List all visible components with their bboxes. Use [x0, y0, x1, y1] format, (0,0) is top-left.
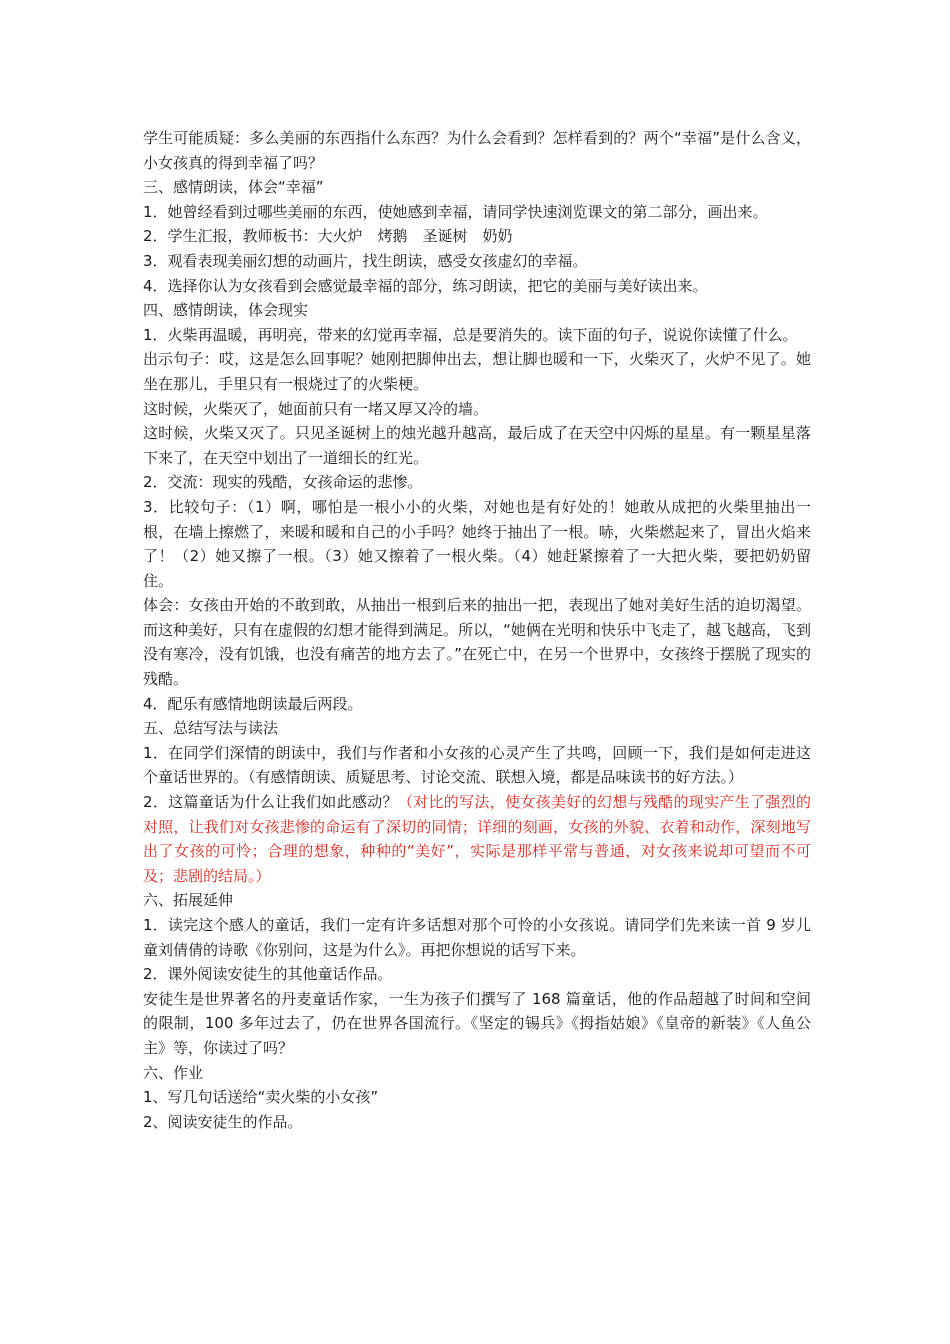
- heading-section-6: 六、拓展延伸: [143, 891, 234, 910]
- heading-homework: 六、作业: [143, 1063, 204, 1082]
- paragraph-5-2-answer: （对比的写法，使女孩美好的幻想与残酷的现实产生了强烈的对照，让我们对女孩悲惨的命运有了深切的同情；详细的刻画，女孩的外貌、衣着和动作，深刻地写出了女孩的可怜；合理的想象，种种的“美好”，实际是那样平常与普通，对女孩来说却可望而不可及；悲剧的结局。）: [143, 793, 811, 885]
- document-page: [143, 126, 811, 1134]
- paragraph-6-2: 2．课外阅读安徒生的其他童话作品。: [143, 965, 393, 984]
- paragraph-4-4: 4．配乐有感情地朗读最后两段。: [143, 694, 363, 713]
- paragraph-4-2: 2．交流：现实的残酷，女孩命运的悲惨。: [143, 473, 423, 492]
- paragraph-sentence-2: 这时候，火柴灭了，她面前只有一堵又厚又冷的墙。: [143, 399, 489, 418]
- paragraph-3-4: 4．选择你认为女孩看到会感觉最幸福的部分，练习朗读，把它的美丽与美好读出来。: [143, 276, 708, 295]
- paragraph-3-3: 3．观看表现美丽幻想的动画片，找生朗读，感受女孩虚幻的幸福。: [143, 251, 588, 270]
- paragraph-5-2: [143, 790, 811, 888]
- paragraph-4-3: 3．比较句子：（1）啊，哪怕是一根小小的火柴，对她也是有好处的！她敢从成把的火柴里抽出一根，在墙上擦燃了，来暖和暖和自己的小手吗？她终于抽出了一根。哧，火柴燃起来了，冒出火焰来了！（2）她又擦了一根。（3）她又擦着了一根火柴。（4）她赶紧擦着了一大把火柴，要把奶奶留住。: [143, 497, 811, 590]
- paragraph-sentence-3: 这时候，火柴又灭了。只见圣诞树上的烛光越升越高，最后成了在天空中闪烁的星星。有一颗星星落下来了，在天空中划出了一道细长的红光。: [143, 424, 811, 467]
- paragraph-3-1: 1．她曾经看到过哪些美丽的东西，使她感到幸福，请同学快速浏览课文的第二部分，画出来。: [143, 202, 768, 221]
- paragraph-andersen: 安徒生是世界著名的丹麦童话作家，一生为孩子们撰写了 168 篇童话，他的作品超越了时间和空间的限制，100 多年过去了，仍在世界各国流行。《坚定的锡兵》《拇指姑娘》《皇帝的新装》《人鱼公主》等，你读过了吗？: [143, 989, 811, 1057]
- paragraph-homework-2: 2、阅读安徒生的作品。: [143, 1112, 303, 1131]
- heading-section-5: 五、总结写法与读法: [143, 719, 279, 738]
- paragraph-reflection: 体会：女孩由开始的不敢到敢，从抽出一根到后来的抽出一把，表现出了她对美好生活的迫切渴望。而这种美好，只有在虚假的幻想才能得到满足。所以，“她俩在光明和快乐中飞走了，越飞越高，飞到没有寒冷，没有饥饿，也没有痛苦的地方去了。”在死亡中，在另一个世界中，女孩终于摆脱了现实的残酷。: [143, 596, 811, 689]
- paragraph-5-2-question: 2．这篇童话为什么让我们如此感动？: [143, 793, 398, 812]
- paragraph-5-1: 1．在同学们深情的朗读中，我们与作者和小女孩的心灵产生了共鸣，回顾一下，我们是如何走进这个童话世界的。（有感情朗读、质疑思考、讨论交流、联想入境，都是品味读书的好方法。）: [143, 743, 811, 787]
- paragraph-6-1: 1．读完这个感人的童话，我们一定有许多话想对那个可怜的小女孩说。请同学们先来读一首 9 岁儿童刘倩倩的诗歌《你别问，这是为什么》。再把你想说的话写下来。: [143, 916, 811, 959]
- paragraph-4-1: 1．火柴再温暖，再明亮，带来的幻觉再幸福，总是要消失的。读下面的句子，说说你读懂了什么。: [143, 325, 798, 344]
- paragraph-sentence-1: 出示句子：哎，这是怎么回事呢？她刚把脚伸出去，想让脚也暖和一下，火柴灭了，火炉不见了。她坐在那儿，手里只有一根烧过了的火柴梗。: [143, 350, 811, 393]
- paragraph-3-2: 2．学生汇报，教师板书：大火炉 烤鹅 圣诞树 奶奶: [143, 227, 513, 246]
- paragraph-questions: 学生可能质疑：多么美丽的东西指什么东西？为什么会看到？怎样看到的？两个“幸福”是什么含义，小女孩真的得到幸福了吗？: [143, 129, 811, 172]
- heading-section-4: 四、感情朗读，体会现实: [143, 301, 309, 320]
- heading-section-3: 三、感情朗读，体会“幸福”: [143, 178, 324, 197]
- paragraph-homework-1: 1、写几句话送给“卖火柴的小女孩”: [143, 1088, 379, 1107]
